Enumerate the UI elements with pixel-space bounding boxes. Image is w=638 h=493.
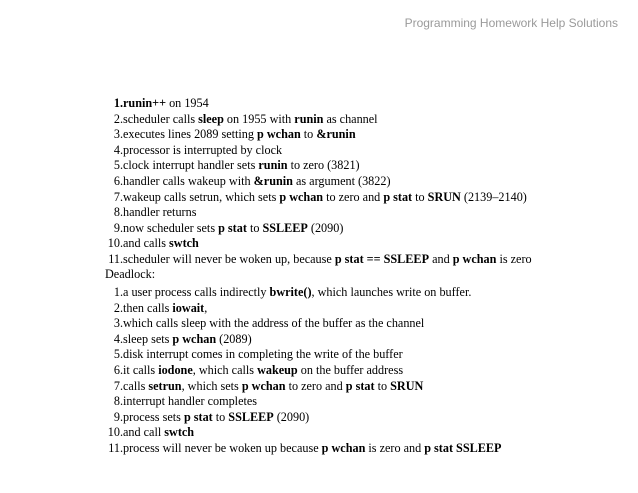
step-text: [123, 363, 403, 379]
step-text: [123, 221, 343, 237]
section1-step: [105, 143, 532, 159]
step-number: 4.: [113, 142, 123, 157]
bold-term: setrun: [148, 378, 182, 393]
step-text: [123, 301, 207, 317]
step-text: [123, 112, 378, 128]
step-text: [123, 174, 391, 190]
bold-term: p stat SSLEEP: [424, 440, 502, 455]
step-text: [123, 347, 403, 363]
bold-term: p stat == SSLEEP: [334, 251, 430, 266]
step-number: 7.: [113, 189, 123, 204]
step-number: 8.: [113, 205, 123, 220]
step-number: 4.: [113, 331, 123, 346]
text-run: to zero (3821): [287, 158, 360, 173]
deadlock-steps-list: [105, 285, 501, 457]
text-run: to: [374, 378, 391, 393]
step-number: 10.: [107, 425, 123, 440]
text-run: wakeup calls setrun, which sets: [123, 189, 280, 204]
section2-step: [105, 301, 501, 317]
bold-term: p stat: [218, 220, 247, 235]
step-number: 9.: [113, 409, 123, 424]
text-run: on the buffer address: [297, 362, 404, 377]
text-run: and: [429, 251, 453, 266]
bold-term: p wchan: [172, 331, 217, 346]
step-number: 11.: [108, 440, 123, 455]
section2-step: [105, 425, 501, 441]
step-text: [123, 332, 252, 348]
bold-term: runin: [258, 158, 288, 173]
step-text: [123, 158, 360, 174]
bold-term: runin: [294, 111, 324, 126]
step-number: 1.: [113, 96, 123, 110]
section1-step: [105, 112, 532, 128]
bold-term: iodone: [158, 362, 193, 377]
step-text: [123, 394, 257, 410]
section2-step: [105, 394, 501, 410]
bold-term: p wchan: [279, 189, 324, 204]
step-number: 5.: [113, 158, 123, 173]
text-run: clock interrupt handler sets: [123, 158, 259, 173]
section1-step: [105, 252, 532, 268]
text-run: process will never be woken up because: [123, 440, 322, 455]
text-run: as channel: [323, 111, 378, 126]
step-text: [123, 127, 356, 143]
text-run: (2089): [216, 331, 252, 346]
text-run: (2139–2140): [460, 189, 527, 204]
section2-step: [105, 332, 501, 348]
step-number: 3.: [113, 127, 123, 142]
text-run: to zero and: [323, 189, 384, 204]
bold-term: &runin: [253, 173, 293, 188]
section2-step: [105, 347, 501, 363]
text-run: a user process calls indirectly: [123, 285, 270, 299]
step-number: 6.: [113, 362, 123, 377]
text-run: and calls: [123, 236, 170, 251]
text-run: to: [212, 409, 229, 424]
text-run: calls: [123, 378, 149, 393]
step-number: 7.: [113, 378, 123, 393]
text-run: process sets: [123, 409, 184, 424]
section1-step: [105, 221, 532, 237]
text-run: interrupt handler completes: [123, 394, 258, 409]
scenario-steps-list: [105, 96, 532, 268]
text-run: (2090): [273, 409, 310, 424]
text-run: handler calls wakeup with: [123, 173, 254, 188]
bold-term: SRUN: [427, 189, 461, 204]
step-text: [123, 252, 532, 268]
bold-term: p wchan: [257, 127, 301, 142]
text-run: , which launches write on buffer.: [311, 285, 472, 299]
step-number: 3.: [113, 316, 123, 331]
text-run: sleep sets: [123, 331, 173, 346]
step-number: 2.: [113, 111, 123, 126]
step-number: 5.: [113, 347, 123, 362]
text-run: to: [300, 127, 317, 142]
text-run: now scheduler sets: [123, 220, 219, 235]
section1-step: [105, 127, 532, 143]
bold-term: sleep: [198, 111, 224, 126]
text-run: on 1955 with: [223, 111, 295, 126]
section1-step: [105, 96, 532, 112]
text-run: scheduler calls: [123, 111, 199, 126]
step-number: 9.: [113, 220, 123, 235]
step-text: [123, 190, 527, 206]
text-run: ,: [204, 300, 208, 315]
section2-step: [105, 285, 501, 301]
bold-term: SRUN: [390, 378, 424, 393]
text-run: , which sets: [181, 378, 242, 393]
step-number: 1.: [113, 285, 123, 299]
bold-term: p wchan: [241, 378, 286, 393]
bold-term: p stat: [345, 378, 375, 393]
section2-step: [105, 379, 501, 395]
deadlock-label: Deadlock:: [105, 267, 156, 281]
text-run: processor is interrupted by clock: [123, 142, 283, 157]
step-text: [123, 205, 196, 221]
bold-term: p wchan: [452, 251, 497, 266]
step-text: [123, 236, 199, 252]
section2-step: [105, 316, 501, 332]
step-text: [123, 143, 282, 159]
step-number: 11.: [108, 251, 123, 266]
step-number: 2.: [113, 300, 123, 315]
bold-term: SSLEEP: [262, 220, 308, 235]
text-run: handler returns: [123, 205, 197, 220]
section2-step: [105, 410, 501, 426]
section1-step: [105, 158, 532, 174]
step-number: 10.: [107, 236, 123, 251]
step-text: [123, 285, 471, 301]
text-run: is zero and: [365, 440, 425, 455]
text-run: it calls: [123, 362, 159, 377]
bold-term: p stat: [183, 409, 213, 424]
text-run: , which calls: [192, 362, 258, 377]
text-run: disk interrupt comes in completing the write of the buffer: [123, 347, 403, 362]
step-text: [123, 316, 424, 332]
section1-step: [105, 205, 532, 221]
bold-term: p stat: [383, 189, 413, 204]
section1-step: [105, 190, 532, 206]
bold-term: p wchan: [321, 440, 366, 455]
bold-term: SSLEEP: [228, 409, 274, 424]
text-run: and call: [123, 425, 165, 440]
text-run: (2090): [307, 220, 344, 235]
text-run: executes lines 2089 setting: [123, 127, 258, 142]
text-run: as argument (3822): [292, 173, 391, 188]
text-run: to: [246, 220, 263, 235]
bold-term: swtch: [164, 425, 195, 440]
step-text: [123, 410, 309, 426]
text-run: to zero and: [285, 378, 346, 393]
bold-term: wakeup: [257, 362, 298, 377]
text-run: is zero: [496, 251, 532, 266]
section1-step: [105, 236, 532, 252]
section2-step: [105, 441, 501, 457]
text-run: on 1954: [166, 96, 209, 110]
step-text: [123, 96, 209, 112]
step-text: [123, 441, 501, 457]
section1-step: [105, 174, 532, 190]
text-run: then calls: [123, 300, 173, 315]
bold-term: runin++: [123, 96, 167, 110]
bold-term: swtch: [169, 236, 199, 251]
section2-step: [105, 363, 501, 379]
step-text: [123, 425, 194, 441]
bold-term: bwrite(): [269, 285, 312, 299]
text-run: to: [412, 189, 428, 204]
bold-term: &runin: [316, 127, 356, 142]
bold-term: iowait: [172, 300, 205, 315]
step-text: [123, 379, 423, 395]
text-run: scheduler will never be woken up, because: [123, 251, 335, 266]
step-number: 6.: [113, 173, 123, 188]
text-run: which calls sleep with the address of the buffer as the channel: [123, 316, 425, 331]
step-number: 8.: [113, 394, 123, 409]
page-header-title: Programming Homework Help Solutions: [404, 16, 618, 30]
